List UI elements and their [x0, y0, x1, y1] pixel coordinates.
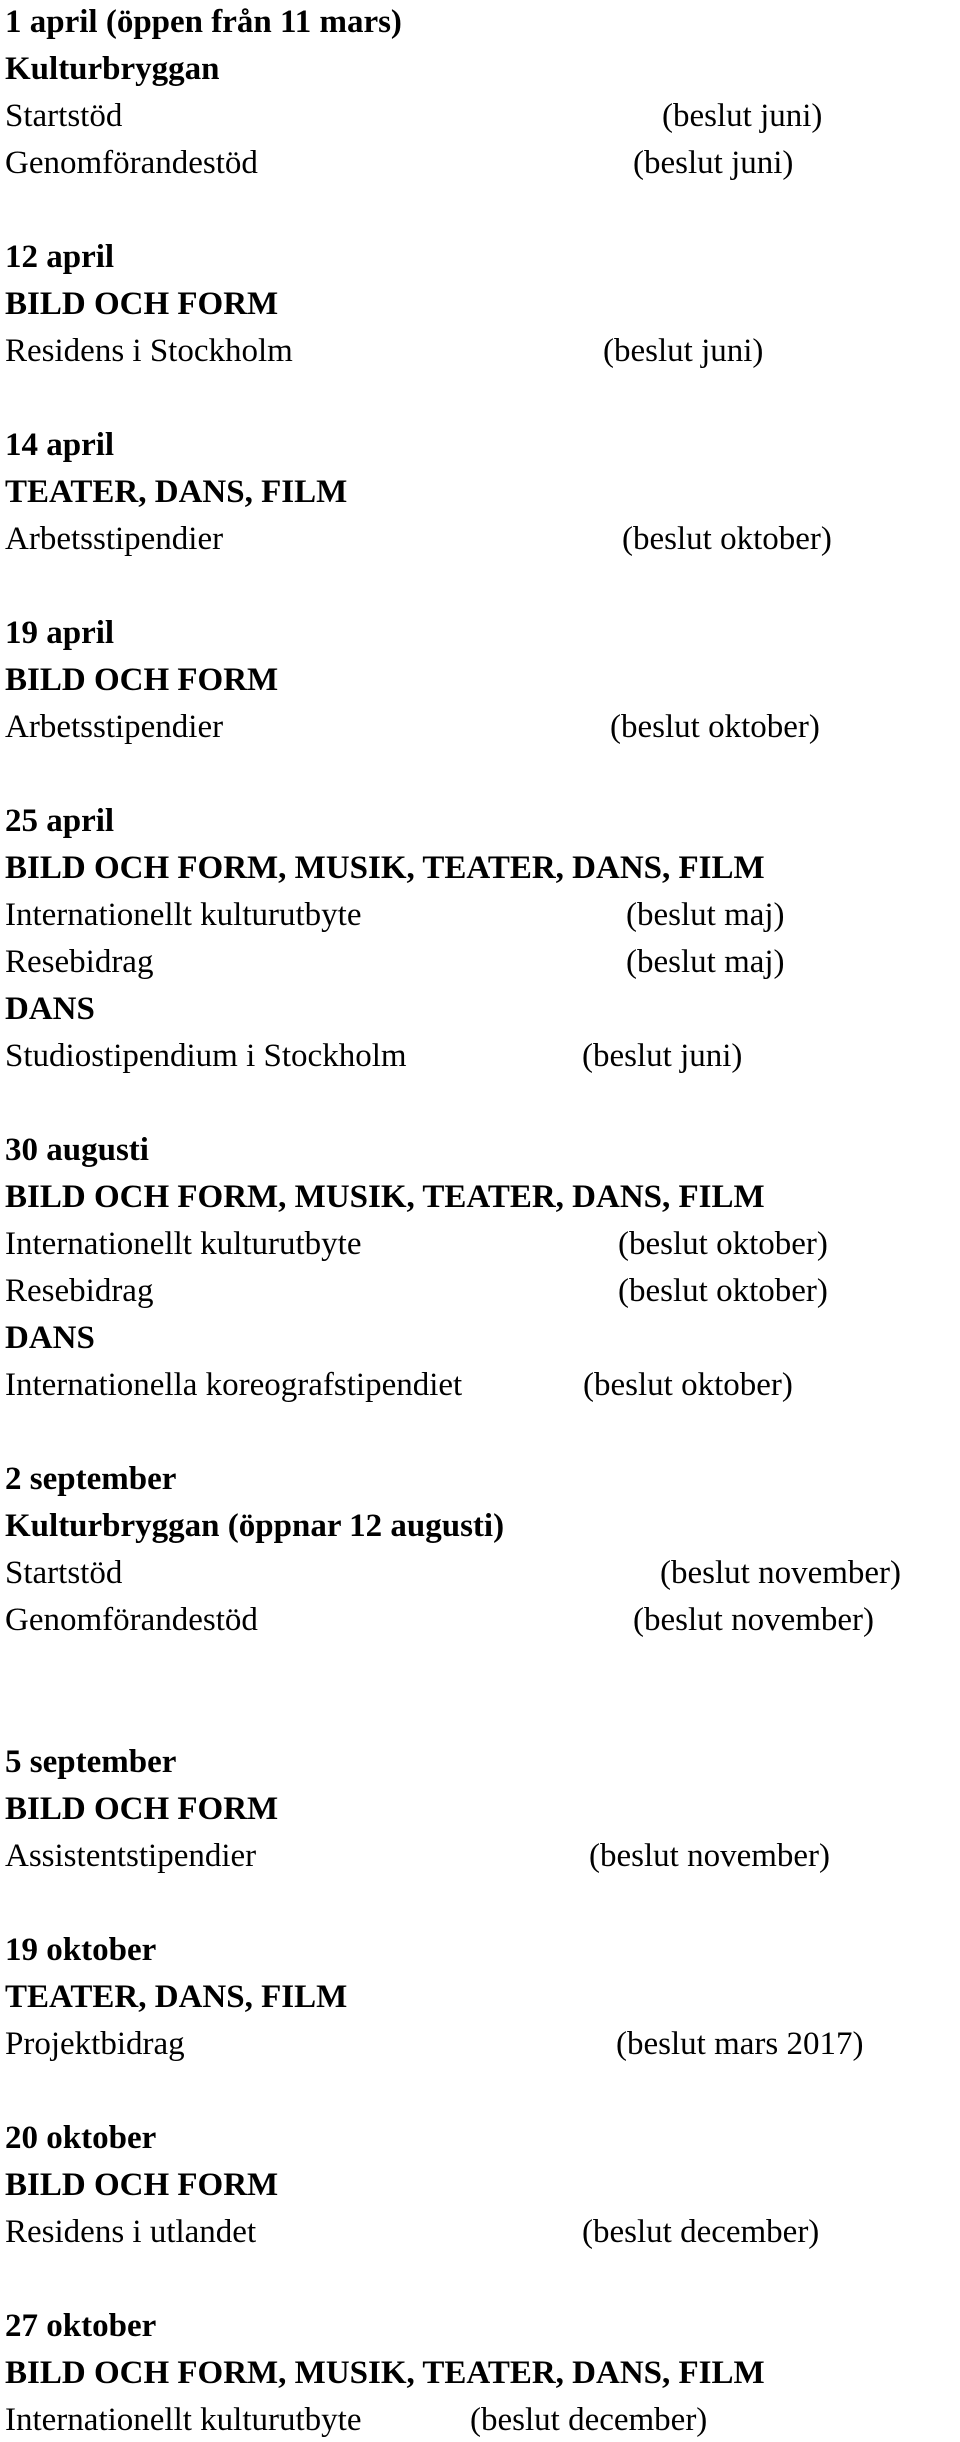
grant-name: Genomförandestöd	[5, 145, 258, 181]
grant-decision: (beslut maj)	[626, 897, 785, 933]
grant-name: Assistentstipendier	[5, 1838, 257, 1874]
section-category: BILD OCH FORM, MUSIK, TEATER, DANS, FILM	[5, 2355, 765, 2391]
section-category: Kulturbryggan (öppnar 12 augusti)	[5, 1508, 505, 1544]
grant-name: Resebidrag	[5, 944, 154, 980]
grant-name: Internationellt kulturutbyte	[5, 1226, 362, 1262]
grant-name: Arbetsstipendier	[5, 521, 224, 557]
section-category: DANS	[5, 991, 95, 1027]
grant-name: Startstöd	[5, 98, 123, 134]
section-date: 19 oktober	[5, 1932, 157, 1968]
grant-decision: (beslut juni)	[582, 1038, 743, 1074]
section-category: BILD OCH FORM	[5, 2167, 279, 2203]
section-category: BILD OCH FORM, MUSIK, TEATER, DANS, FILM	[5, 1179, 765, 1215]
grant-decision: (beslut juni)	[662, 98, 823, 134]
grant-decision: (beslut november)	[589, 1838, 831, 1874]
section-date: 5 september	[5, 1744, 177, 1780]
grant-decision: (beslut december)	[582, 2214, 820, 2250]
grant-name: Internationellt kulturutbyte	[5, 897, 362, 933]
section-category: BILD OCH FORM	[5, 662, 279, 698]
grant-name: Internationellt kulturutbyte	[5, 2402, 362, 2438]
grant-name: Residens i utlandet	[5, 2214, 257, 2250]
section-category: Kulturbryggan	[5, 51, 220, 87]
grant-decision: (beslut mars 2017)	[616, 2026, 864, 2062]
grant-decision: (beslut oktober)	[583, 1367, 793, 1403]
section-date: 12 april	[5, 239, 115, 275]
section-date: 1 april (öppen från 11 mars)	[5, 4, 402, 40]
grant-decision: (beslut oktober)	[622, 521, 832, 557]
section-date: 19 april	[5, 615, 115, 651]
grant-name: Genomförandestöd	[5, 1602, 258, 1638]
grant-decision: (beslut december)	[470, 2402, 708, 2438]
grant-decision: (beslut november)	[660, 1555, 902, 1591]
grant-decision: (beslut maj)	[626, 944, 785, 980]
section-category: BILD OCH FORM, MUSIK, TEATER, DANS, FILM	[5, 850, 765, 886]
section-date: 20 oktober	[5, 2120, 157, 2156]
section-date: 25 april	[5, 803, 115, 839]
section-date: 14 april	[5, 427, 115, 463]
section-category: BILD OCH FORM	[5, 286, 279, 322]
grant-decision: (beslut juni)	[603, 333, 764, 369]
grant-name: Resebidrag	[5, 1273, 154, 1309]
section-date: 27 oktober	[5, 2308, 157, 2344]
grant-name: Startstöd	[5, 1555, 123, 1591]
section-date: 30 augusti	[5, 1132, 149, 1168]
grant-decision: (beslut oktober)	[618, 1226, 828, 1262]
grant-name: Projektbidrag	[5, 2026, 185, 2062]
section-date: 2 september	[5, 1461, 177, 1497]
grant-decision: (beslut november)	[633, 1602, 875, 1638]
section-category: TEATER, DANS, FILM	[5, 474, 348, 510]
grant-decision: (beslut oktober)	[610, 709, 820, 745]
section-category: TEATER, DANS, FILM	[5, 1979, 348, 2015]
section-category: DANS	[5, 1320, 95, 1356]
grant-name: Residens i Stockholm	[5, 333, 293, 369]
grant-name: Arbetsstipendier	[5, 709, 224, 745]
grant-decision: (beslut juni)	[633, 145, 794, 181]
grant-name: Internationella koreografstipendiet	[5, 1367, 463, 1403]
grant-decision: (beslut oktober)	[618, 1273, 828, 1309]
section-category: BILD OCH FORM	[5, 1791, 279, 1827]
grant-name: Studiostipendium i Stockholm	[5, 1038, 407, 1074]
